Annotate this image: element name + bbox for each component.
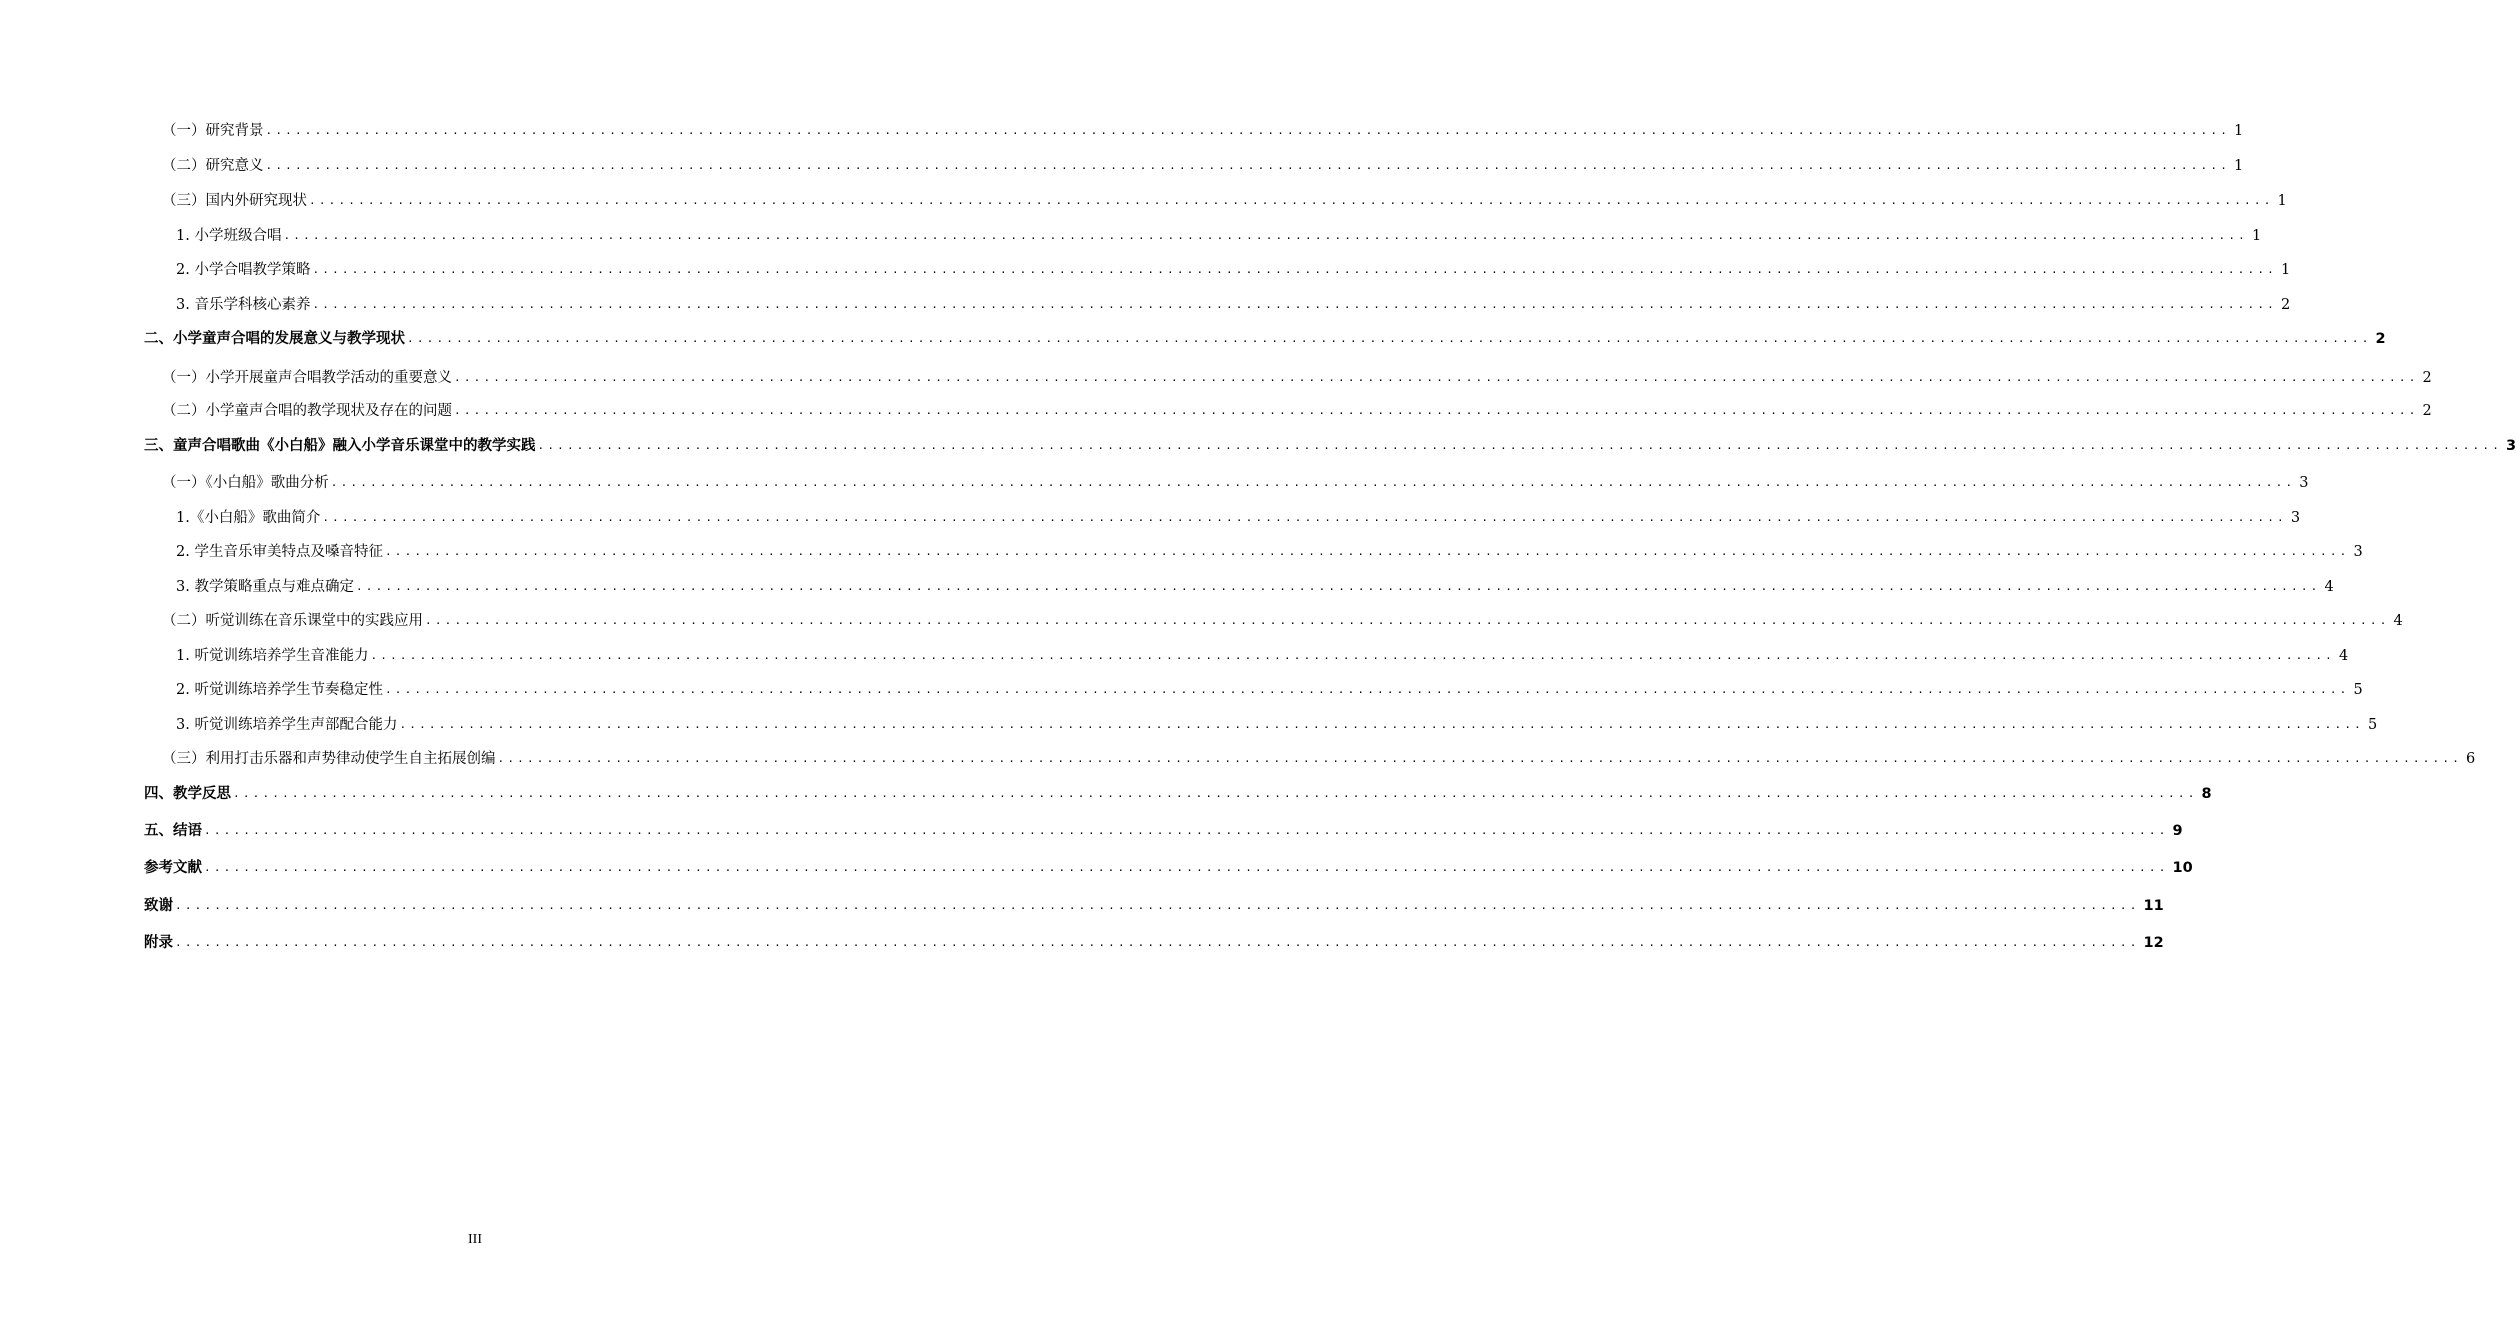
toc-entry-page: 2 <box>2422 370 2432 386</box>
toc-entry-label: （二）研究意义 <box>162 158 264 174</box>
toc-entry-page: 6 <box>2466 751 2476 767</box>
toc-entry-page: 3 <box>2353 544 2363 560</box>
toc-entry[interactable] <box>176 641 2349 665</box>
page-number: III <box>468 1232 482 1247</box>
toc-entry-label: （一）《小白船》歌曲分析 <box>162 475 329 491</box>
toc-leader-dots: ........................................................................................................................................................................................................ <box>204 824 2169 837</box>
toc-leader-dots: ........................................................................................................................................................................................................ <box>537 439 2503 452</box>
toc-entry[interactable] <box>162 396 2432 420</box>
toc-entry[interactable] <box>162 468 2309 492</box>
toc-entry-label: （三）利用打击乐器和声势律动使学生自主拓展创编 <box>162 751 496 767</box>
toc-leader-dots: ........................................................................................................................................................................................................ <box>399 718 2364 731</box>
toc-entry-page: 3 <box>2290 510 2301 526</box>
toc-leader-dots: ........................................................................................................................................................................................................ <box>384 683 2350 696</box>
toc-leader-dots: ........................................................................................................................................................................................................ <box>454 404 2419 417</box>
toc-leader-dots: ........................................................................................................................................................................................................ <box>454 371 2419 384</box>
toc-entry-page: 4 <box>2338 648 2349 664</box>
toc-entry[interactable] <box>144 891 2164 915</box>
toc-entry[interactable] <box>144 779 2212 803</box>
toc-leader-dots: ........................................................................................................................................................................................................ <box>425 614 2390 627</box>
toc-entry-page: 8 <box>2201 786 2212 802</box>
toc-entry-label: 2. 小学合唱教学策略 <box>176 262 311 278</box>
toc-leader-dots: ........................................................................................................................................................................................................ <box>265 159 2231 172</box>
toc-entry[interactable] <box>144 324 2386 348</box>
toc-entry-label: 3. 教学策略重点与难点确定 <box>176 579 354 595</box>
toc-entry[interactable] <box>144 816 2183 840</box>
toc-entry-label: 四、教学反思 <box>144 786 231 802</box>
toc-entry[interactable] <box>176 572 2334 596</box>
toc-leader-dots: ........................................................................................................................................................................................................ <box>497 752 2463 765</box>
toc-entry-label: 五、结语 <box>144 823 202 839</box>
toc-entry-label: 3. 听觉训练培养学生声部配合能力 <box>176 717 398 733</box>
toc-entry-label: 三、童声合唱歌曲《小白船》融入小学音乐课堂中的教学实践 <box>144 438 536 454</box>
toc-entry[interactable] <box>176 710 2378 734</box>
toc-entry-page: 10 <box>2172 860 2193 876</box>
toc-entry[interactable] <box>176 221 2262 245</box>
toc-entry-label: （一）研究背景 <box>162 123 264 139</box>
toc-entry-page: 2 <box>2422 403 2432 419</box>
toc-entry[interactable] <box>144 853 2193 877</box>
toc-entry-page: 1 <box>2234 123 2244 139</box>
toc-entry[interactable] <box>162 151 2244 175</box>
toc-entry-label: （一）小学开展童声合唱教学活动的重要意义 <box>162 370 452 386</box>
toc-entry-label: （二）听觉训练在音乐课堂中的实践应用 <box>162 613 423 629</box>
toc-leader-dots: ........................................................................................................................................................................................................ <box>312 298 2277 311</box>
toc-entry-page: 1 <box>2277 193 2287 209</box>
toc-entry[interactable] <box>162 744 2476 768</box>
toc-entry[interactable] <box>162 363 2432 387</box>
toc-entry[interactable] <box>176 675 2363 699</box>
toc-entry-label: 2. 学生音乐审美特点及嗓音特征 <box>176 544 383 560</box>
toc-entry-page: 12 <box>2143 935 2164 951</box>
toc-entry-label: 附录 <box>144 935 173 951</box>
toc-leader-dots: ........................................................................................................................................................................................................ <box>283 229 2248 242</box>
toc-leader-dots: ........................................................................................................................................................................................................ <box>175 936 2140 949</box>
toc-entry-page: 2 <box>2375 331 2386 347</box>
toc-entry[interactable] <box>144 928 2164 952</box>
toc-entry-page: 3 <box>2506 438 2516 454</box>
toc-entry-label: 1.《小白船》歌曲简介 <box>176 510 321 526</box>
toc-entry[interactable] <box>144 431 2516 455</box>
toc-entry-page: 9 <box>2172 823 2183 839</box>
toc-leader-dots: ........................................................................................................................................................................................................ <box>355 580 2321 593</box>
toc-entry-label: 1. 听觉训练培养学生音准能力 <box>176 648 369 664</box>
toc-entry-label: （二）小学童声合唱的教学现状及存在的问题 <box>162 403 452 419</box>
toc-entry-label: 参考文献 <box>144 860 202 876</box>
toc-entry-label: 1. 小学班级合唱 <box>176 228 282 244</box>
toc-leader-dots: ........................................................................................................................................................................................................ <box>204 861 2169 874</box>
toc-leader-dots: ........................................................................................................................................................................................................ <box>384 545 2350 558</box>
toc-entry-page: 4 <box>2324 579 2334 595</box>
toc-leader-dots: ........................................................................................................................................................................................................ <box>370 649 2335 662</box>
toc-leader-dots: ........................................................................................................................................................................................................ <box>309 194 2274 207</box>
toc-entry-page: 1 <box>2234 158 2244 174</box>
toc-entry[interactable] <box>162 186 2287 210</box>
toc-entry-page: 11 <box>2143 898 2164 914</box>
toc-leader-dots: ........................................................................................................................................................................................................ <box>322 511 2287 524</box>
toc-entry[interactable] <box>176 255 2291 279</box>
toc-entry-label: 二、小学童声合唱的发展意义与教学现状 <box>144 331 405 347</box>
toc-entry-label: 2. 听觉训练培养学生节奏稳定性 <box>176 682 383 698</box>
toc-leader-dots: ........................................................................................................................................................................................................ <box>233 787 2198 800</box>
toc-entry-page: 1 <box>2280 262 2291 278</box>
toc-entry-page: 3 <box>2299 475 2309 491</box>
toc-leader-dots: ........................................................................................................................................................................................................ <box>330 476 2296 489</box>
toc-entry-page: 1 <box>2251 228 2262 244</box>
toc-entry-page: 5 <box>2353 682 2363 698</box>
toc-leader-dots: ........................................................................................................................................................................................................ <box>407 332 2372 345</box>
toc-entry[interactable] <box>162 116 2244 140</box>
toc-entry-label: （三）国内外研究现状 <box>162 193 307 209</box>
toc-entry[interactable] <box>176 503 2301 527</box>
toc-entry[interactable] <box>176 537 2363 561</box>
toc-entry-page: 4 <box>2393 613 2403 629</box>
toc-leader-dots: ........................................................................................................................................................................................................ <box>265 124 2231 137</box>
toc-entry-label: 3. 音乐学科核心素养 <box>176 297 311 313</box>
toc-entry-page: 2 <box>2280 297 2291 313</box>
toc-leader-dots: ........................................................................................................................................................................................................ <box>312 263 2277 276</box>
toc-entry[interactable] <box>162 606 2403 630</box>
toc-entry[interactable] <box>176 290 2291 314</box>
toc-leader-dots: ........................................................................................................................................................................................................ <box>175 899 2140 912</box>
toc-entry-page: 5 <box>2367 717 2378 733</box>
toc-entry-label: 致谢 <box>144 898 173 914</box>
